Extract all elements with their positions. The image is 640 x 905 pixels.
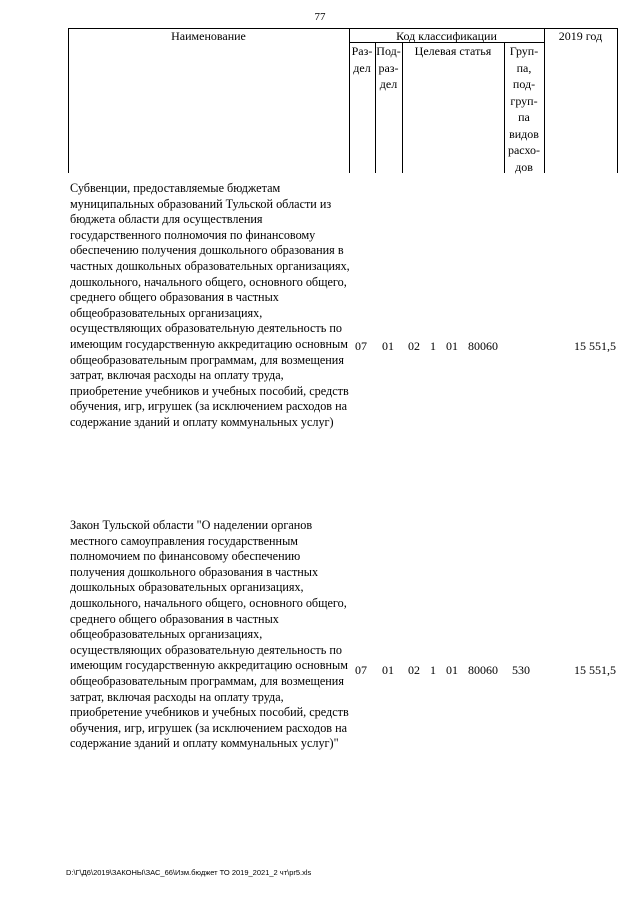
header-divider-podrazdel [402, 42, 403, 173]
row-2-cs-direction: 80060 [468, 663, 498, 677]
header-name: Наименование [171, 29, 246, 43]
table-header [68, 28, 618, 173]
header-left-border [68, 28, 69, 173]
row-2-amount: 15 551,5 [574, 663, 616, 677]
row-2-razdel: 07 [355, 663, 367, 677]
header-group: Груп- па, под- груп- па видов расхо- дов [507, 44, 541, 174]
page-number: 77 [314, 11, 326, 23]
row-2-cs-program: 02 [408, 663, 420, 677]
row-1-podrazdel: 01 [382, 339, 394, 353]
row-2-cs-main: 01 [446, 663, 458, 677]
row-1-cs-direction: 80060 [468, 339, 498, 353]
footer-file-path: D:\Г\Д6\2019\ЗАКОНЫ\ЗАС_66\Изм.бюджет ТО 2019_2021_2 чт\pr5.xls [66, 868, 312, 877]
row-1-razdel: 07 [355, 339, 367, 353]
header-razdel: Раз- дел [351, 44, 373, 75]
row-1-amount: 15 551,5 [574, 339, 616, 353]
header-divider-year [544, 28, 545, 173]
row-2-name: Закон Тульской области "О наделении органов местного самоуправления государственным полномочием по финансовому обеспечению получения дошкольного образования в частных дошкольных образовательных организациях, дошкольного, начального общего, основного общего, среднего общего образования в частных общеобразовательных организациях, осуществляющих образовательную деятельность по имеющим государственную аккредитацию основным общеобразовательным программам, для возмещения затрат, включая расходы на оплату труда, приобретение учебников и учебных пособий, средств обучения, игр, игрушек (за исключением расходов на содержание зданий и оплату коммунальных услуг)" [70, 518, 349, 751]
row-1-name: Субвенции, предоставляемые бюджетам муниципальных образований Тульской области из бюджета области для осуществления государственного полномочия по финансовому обеспечению получения дошкольного образования в частных дошкольных образовательных организациях, дошкольного, начального общего, основного общего, среднего общего образования в частных общеобразовательных организациях, осуществляющих образовательную деятельность по имеющим государственную аккредитацию основным общеобразовательным программам, для возмещения затрат, включая расходы на оплату труда, приобретение учебников и учебных пособий, средств обучения, игр, игрушек (за исключением расходов на содержание зданий и оплату коммунальных услуг) [70, 181, 350, 429]
header-podrazdel: Под- раз- дел [376, 44, 401, 91]
row-2-group: 530 [512, 663, 530, 677]
header-right-border [617, 28, 618, 173]
row-1-cs-main: 01 [446, 339, 458, 353]
header-target: Целевая статья [414, 44, 492, 58]
row-2-cs-type: 1 [430, 663, 436, 677]
header-year: 2019 год [558, 29, 603, 43]
row-1-cs-type: 1 [430, 339, 436, 353]
header-classification: Код классификации [396, 29, 497, 43]
row-1-cs-program: 02 [408, 339, 420, 353]
header-top-border [68, 28, 618, 29]
row-2-podrazdel: 01 [382, 663, 394, 677]
